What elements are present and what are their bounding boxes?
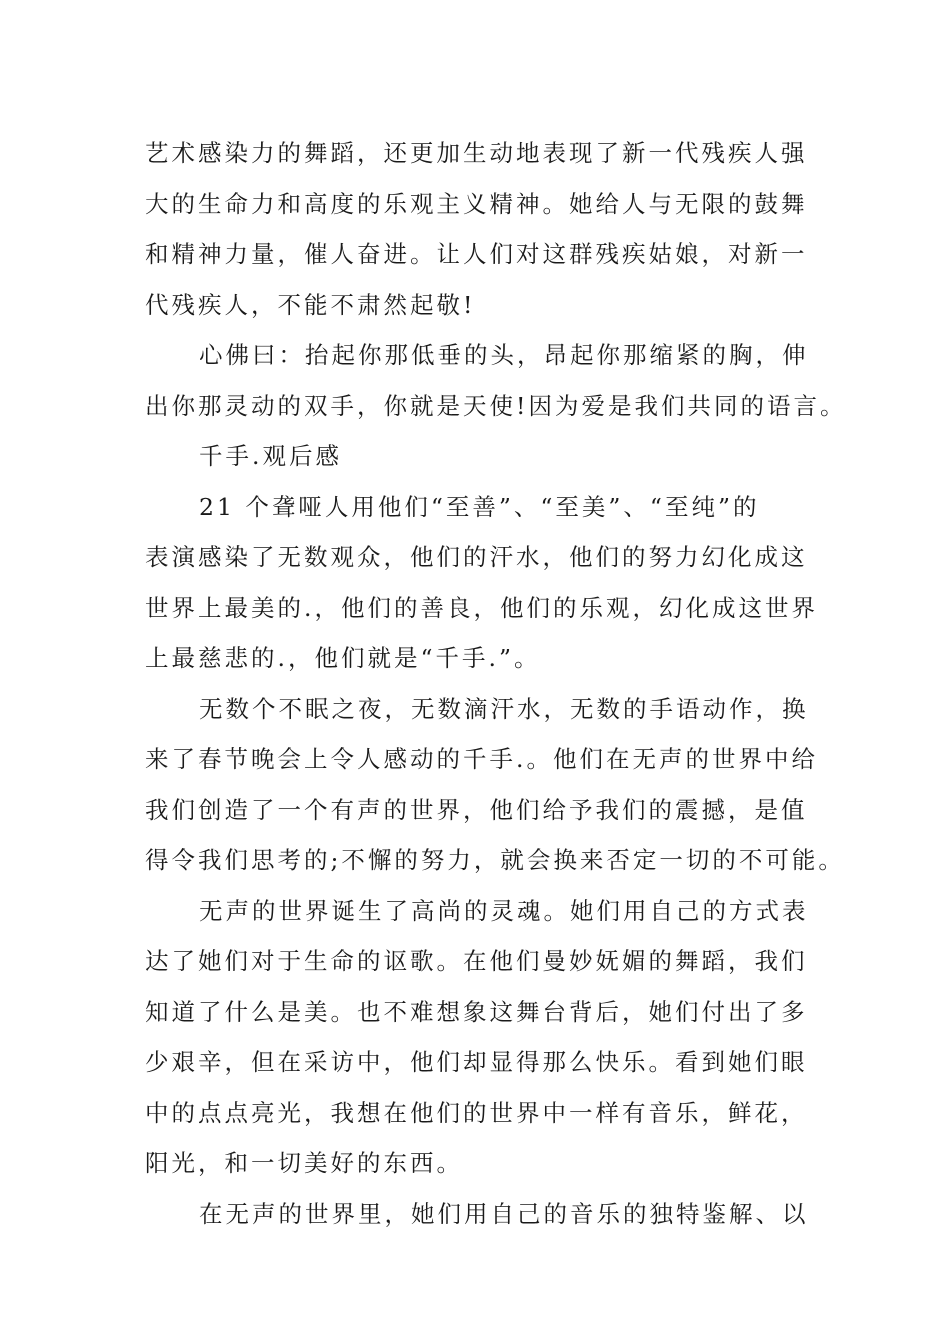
text-line: 在无声的世界里，她们用自己的音乐的独特鉴解、以 bbox=[199, 1199, 809, 1228]
text-line: 知道了什么是美。也不难想象这舞台背后，她们付出了多 bbox=[145, 997, 808, 1026]
text-line: 大的生命力和高度的乐观主义精神。她给人与无限的鼓舞 bbox=[145, 189, 808, 218]
text-line: 21 个聋哑人用他们“至善”、“至美”、“至纯”的 bbox=[199, 492, 760, 521]
paragraph-6 bbox=[145, 886, 807, 1189]
paragraph-5 bbox=[145, 684, 845, 886]
text-line: 无声的世界诞生了高尚的灵魂。她们用自己的方式表 bbox=[199, 896, 809, 925]
text-line: 上最慈悲的.，他们就是“千手.”。 bbox=[145, 644, 541, 672]
paragraph-2 bbox=[145, 330, 847, 431]
text-line: 来了春节晚会上令人感动的千手.。他们在无声的世界中给 bbox=[145, 745, 818, 773]
paragraph-7 bbox=[145, 1189, 807, 1240]
text-line: 心佛曰：抬起你那低垂的头，昂起你那缩紧的胸，伸 bbox=[199, 341, 809, 369]
section-heading bbox=[145, 431, 807, 482]
document-page bbox=[145, 128, 847, 1239]
text-line: 出你那灵动的双手，你就是天使!因为爱是我们共同的语言。 bbox=[145, 391, 847, 420]
text-line: 少艰辛，但在采访中，他们却显得那么快乐。看到她们眼 bbox=[145, 1048, 808, 1076]
text-line: 达了她们对于生命的讴歌。在他们曼妙妩媚的舞蹈，我们 bbox=[145, 947, 808, 975]
text-line: 表演感染了无数观众，他们的汗水，他们的努力幻化成这 bbox=[145, 543, 808, 571]
text-line: 中的点点亮光，我想在他们的世界中一样有音乐，鲜花， bbox=[145, 1098, 808, 1127]
text-line: 阳光，和一切美好的东西。 bbox=[145, 1149, 463, 1177]
text-line: 无数个不眠之夜，无数滴汗水，无数的手语动作，换 bbox=[199, 694, 809, 723]
text-line: 我们创造了一个有声的世界，他们给予我们的震撼，是值 bbox=[145, 795, 808, 824]
text-line: 艺术感染力的舞蹈，还更加生动地表现了新一代残疾人强 bbox=[145, 139, 808, 167]
paragraph-4 bbox=[145, 482, 818, 684]
text-line: 得令我们思考的;不懈的努力，就会换来否定一切的不可能。 bbox=[145, 846, 845, 874]
text-line: 和精神力量，催人奋进。让人们对这群残疾姑娘，对新一 bbox=[145, 240, 808, 268]
paragraph-1 bbox=[145, 128, 807, 330]
text-line: 代残疾人，不能不肃然起敬! bbox=[145, 290, 476, 319]
text-line: 世界上最美的.，他们的善良，他们的乐观，幻化成这世界 bbox=[145, 593, 818, 622]
text-line: 千手.观后感 bbox=[199, 442, 342, 470]
